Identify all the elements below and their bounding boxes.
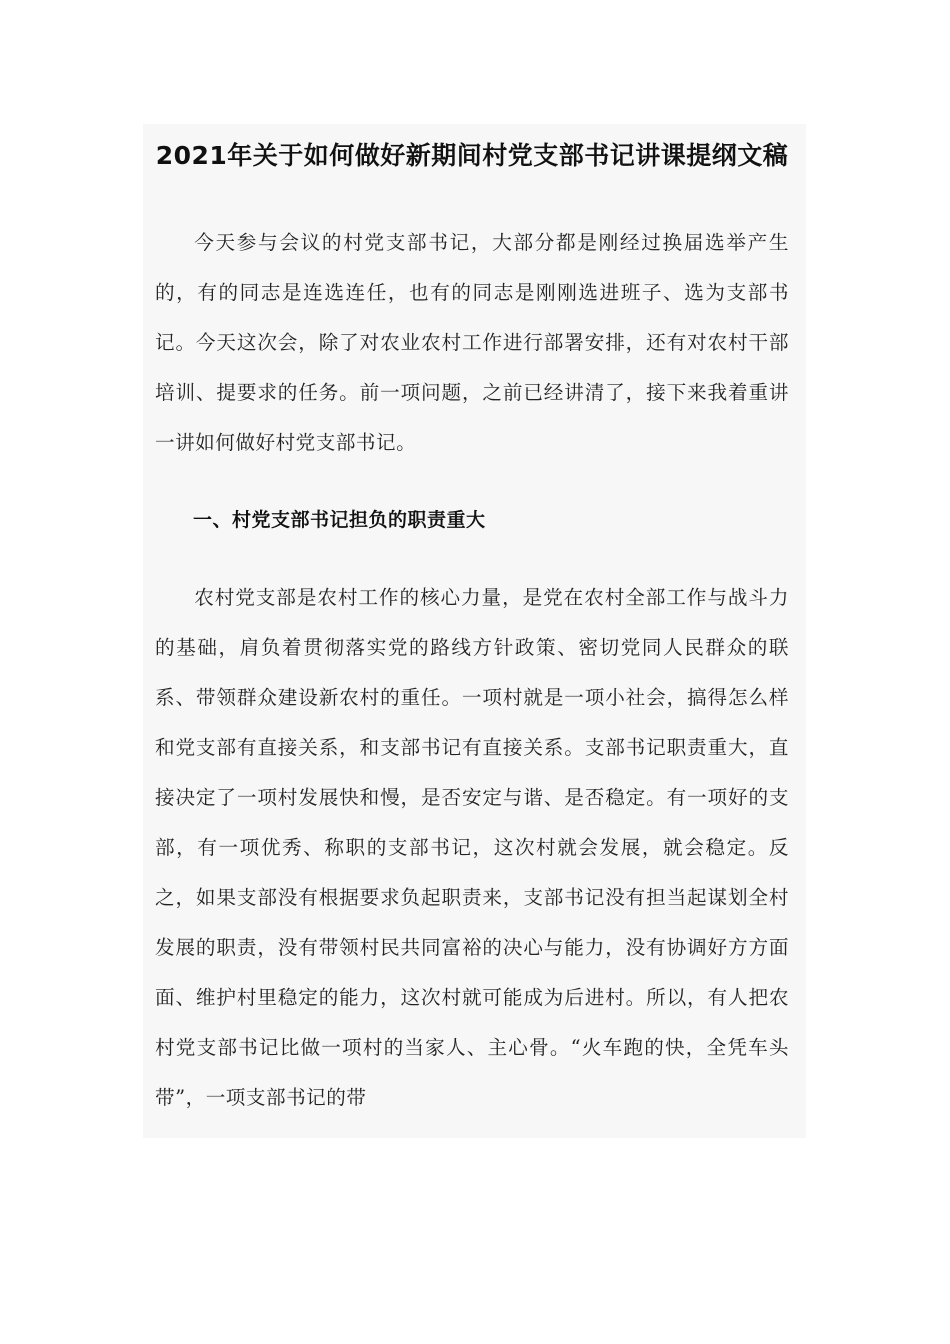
section-heading: 一、村党支部书记担负的职责重大 [193, 509, 486, 531]
document-title: 2021年关于如何做好新期间村党支部书记讲课提纲文稿 [155, 141, 789, 170]
document-page [143, 124, 806, 1138]
intro-paragraph: 今天参与会议的村党支部书记，大部分都是刚经过换届选举产生的，有的同志是连选连任，也有的同志是刚刚选进班子、选为支部书记。今天这次会，除了对农业农村工作进行部署安排，还有对农村干部培训、提要求的任务。前一项问题，之前已经讲清了，接下来我着重讲一讲如何做好村党支部书记。 [155, 231, 789, 454]
section-paragraph: 农村党支部是农村工作的核心力量，是党在农村全部工作与战斗力的基础，肩负着贯彻落实党的路线方针政策、密切党同人民群众的联系、带领群众建设新农村的重任。一项村就是一项小社会，搞得怎么样和党支部有直接关系，和支部书记有直接关系。支部书记职责重大，直接决定了一项村发展快和慢，是否安定与谐、是否稳定。有一项好的支部，有一项优秀、称职的支部书记，这次村就会发展，就会稳定。反之，如果支部没有根据要求负起职责来，支部书记没有担当起谋划全村发展的职责，没有带领村民共同富裕的决心与能力，没有协调好方方面面、维护村里稳定的能力，这次村就可能成为后进村。所以，有人把农村党支部书记比做一项村的当家人、主心骨。“火车跑的快，全凭车头带”，一项支部书记的带 [155, 586, 789, 1109]
